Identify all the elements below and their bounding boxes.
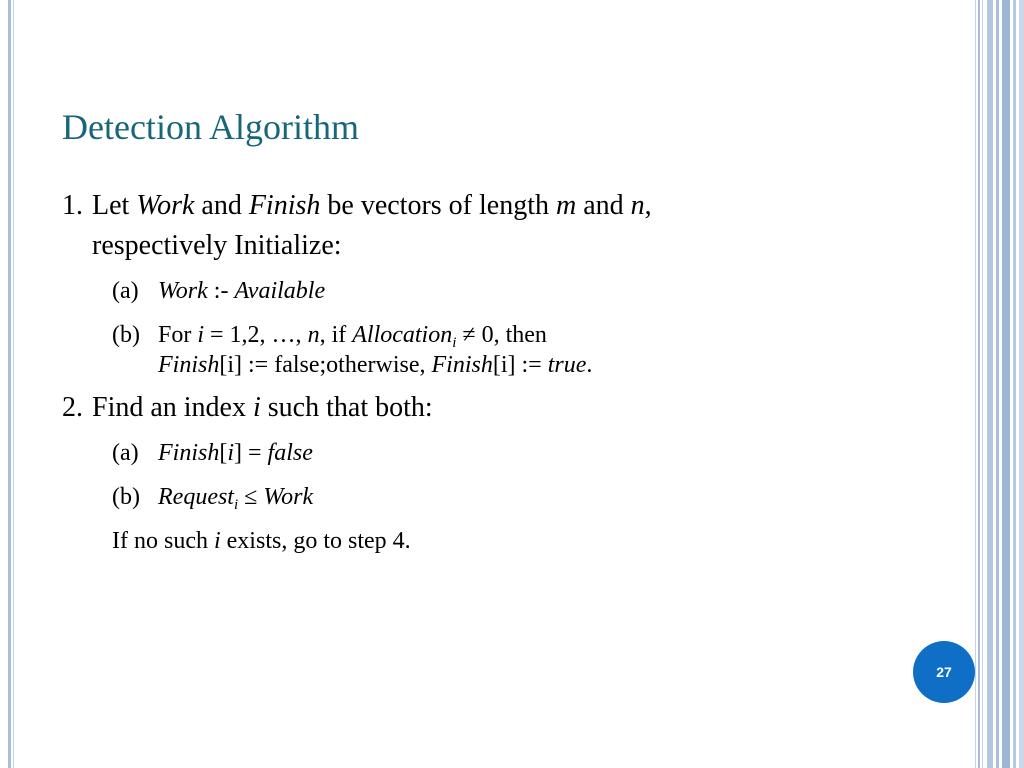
- text-run: be vectors of length: [320, 190, 556, 221]
- step-1-sub-b: [112, 320, 922, 380]
- text-run: = 1,2, …,: [204, 322, 308, 348]
- border-stripe: [975, 0, 976, 768]
- text-run: exists, go to step 4.: [220, 528, 411, 554]
- border-stripe: [996, 0, 999, 768]
- subscript: i: [233, 497, 239, 513]
- text-run: such that both:: [260, 392, 433, 423]
- text-run: ≤: [238, 484, 264, 510]
- page-number: 27: [936, 664, 952, 680]
- step-2: [62, 388, 922, 428]
- text-run: For: [158, 322, 198, 348]
- text-run: Finish: [158, 352, 220, 378]
- step-1-sub-a: [112, 276, 922, 306]
- text-run: and: [576, 190, 631, 221]
- text-run: ≠ 0, then: [456, 322, 547, 348]
- text-run: [i] := false;otherwise,: [219, 352, 432, 378]
- slide-title: Detection Algorithm: [62, 107, 359, 147]
- sub-label: (b): [112, 322, 140, 348]
- slide-body: [62, 186, 922, 556]
- text-run: false: [267, 440, 313, 466]
- text-run: m: [555, 190, 577, 221]
- text-run: [i] :=: [492, 352, 548, 378]
- text-run: Allocation: [352, 322, 453, 348]
- step-1-line-1: [92, 186, 922, 226]
- text-run: n: [630, 190, 645, 221]
- right-decorative-border: [974, 0, 1024, 768]
- text-run: Finish: [431, 352, 493, 378]
- border-stripe: [982, 0, 983, 768]
- text-run: [: [219, 440, 228, 466]
- text-run: i: [197, 322, 205, 348]
- sub-b-line-2: [158, 350, 922, 380]
- text-run: Work: [263, 484, 314, 510]
- border-stripe: [1019, 0, 1024, 768]
- step-1-line-2: respectively Initialize:: [92, 230, 342, 261]
- sub-label: (b): [112, 484, 140, 510]
- text-run: i: [227, 440, 235, 466]
- text-run: Work: [136, 190, 195, 221]
- subscript: i: [452, 335, 457, 351]
- sub-b-line-1: [158, 320, 922, 350]
- text-run: Request: [158, 484, 234, 510]
- text-run: n: [307, 322, 320, 348]
- text-run: Finish: [158, 440, 220, 466]
- text-run: .: [586, 352, 593, 378]
- border-stripe: [1002, 0, 1010, 768]
- text-run: ,: [644, 190, 652, 221]
- left-border-line-inner: [13, 0, 14, 768]
- step-2-note: [112, 526, 922, 556]
- border-stripe: [987, 0, 993, 768]
- step-2-sub-a: [112, 438, 922, 468]
- border-stripe: [1013, 0, 1016, 768]
- page-number-badge: [913, 641, 975, 703]
- text-run: true: [547, 352, 587, 378]
- step-2-sub-b: [112, 482, 922, 512]
- sub-label: (a): [112, 278, 139, 304]
- sub-label: (a): [112, 440, 139, 466]
- text-run: :-: [207, 278, 235, 304]
- text-run: Available: [234, 278, 326, 304]
- text-run: i: [253, 392, 261, 423]
- border-stripe: [978, 0, 980, 768]
- text-run: i: [213, 528, 221, 554]
- text-run: Let: [92, 190, 137, 221]
- text-run: , if: [319, 322, 353, 348]
- step-number: 1.: [62, 190, 83, 221]
- text-run: and: [194, 190, 249, 221]
- text-run: Work: [158, 278, 208, 304]
- step-1: [62, 186, 922, 266]
- text-run: Find an index: [92, 392, 253, 423]
- step-number: 2.: [62, 392, 83, 423]
- text-run: If no such: [112, 528, 214, 554]
- text-run: Finish: [248, 190, 321, 221]
- left-border-line: [8, 0, 11, 768]
- text-run: ] =: [234, 440, 268, 466]
